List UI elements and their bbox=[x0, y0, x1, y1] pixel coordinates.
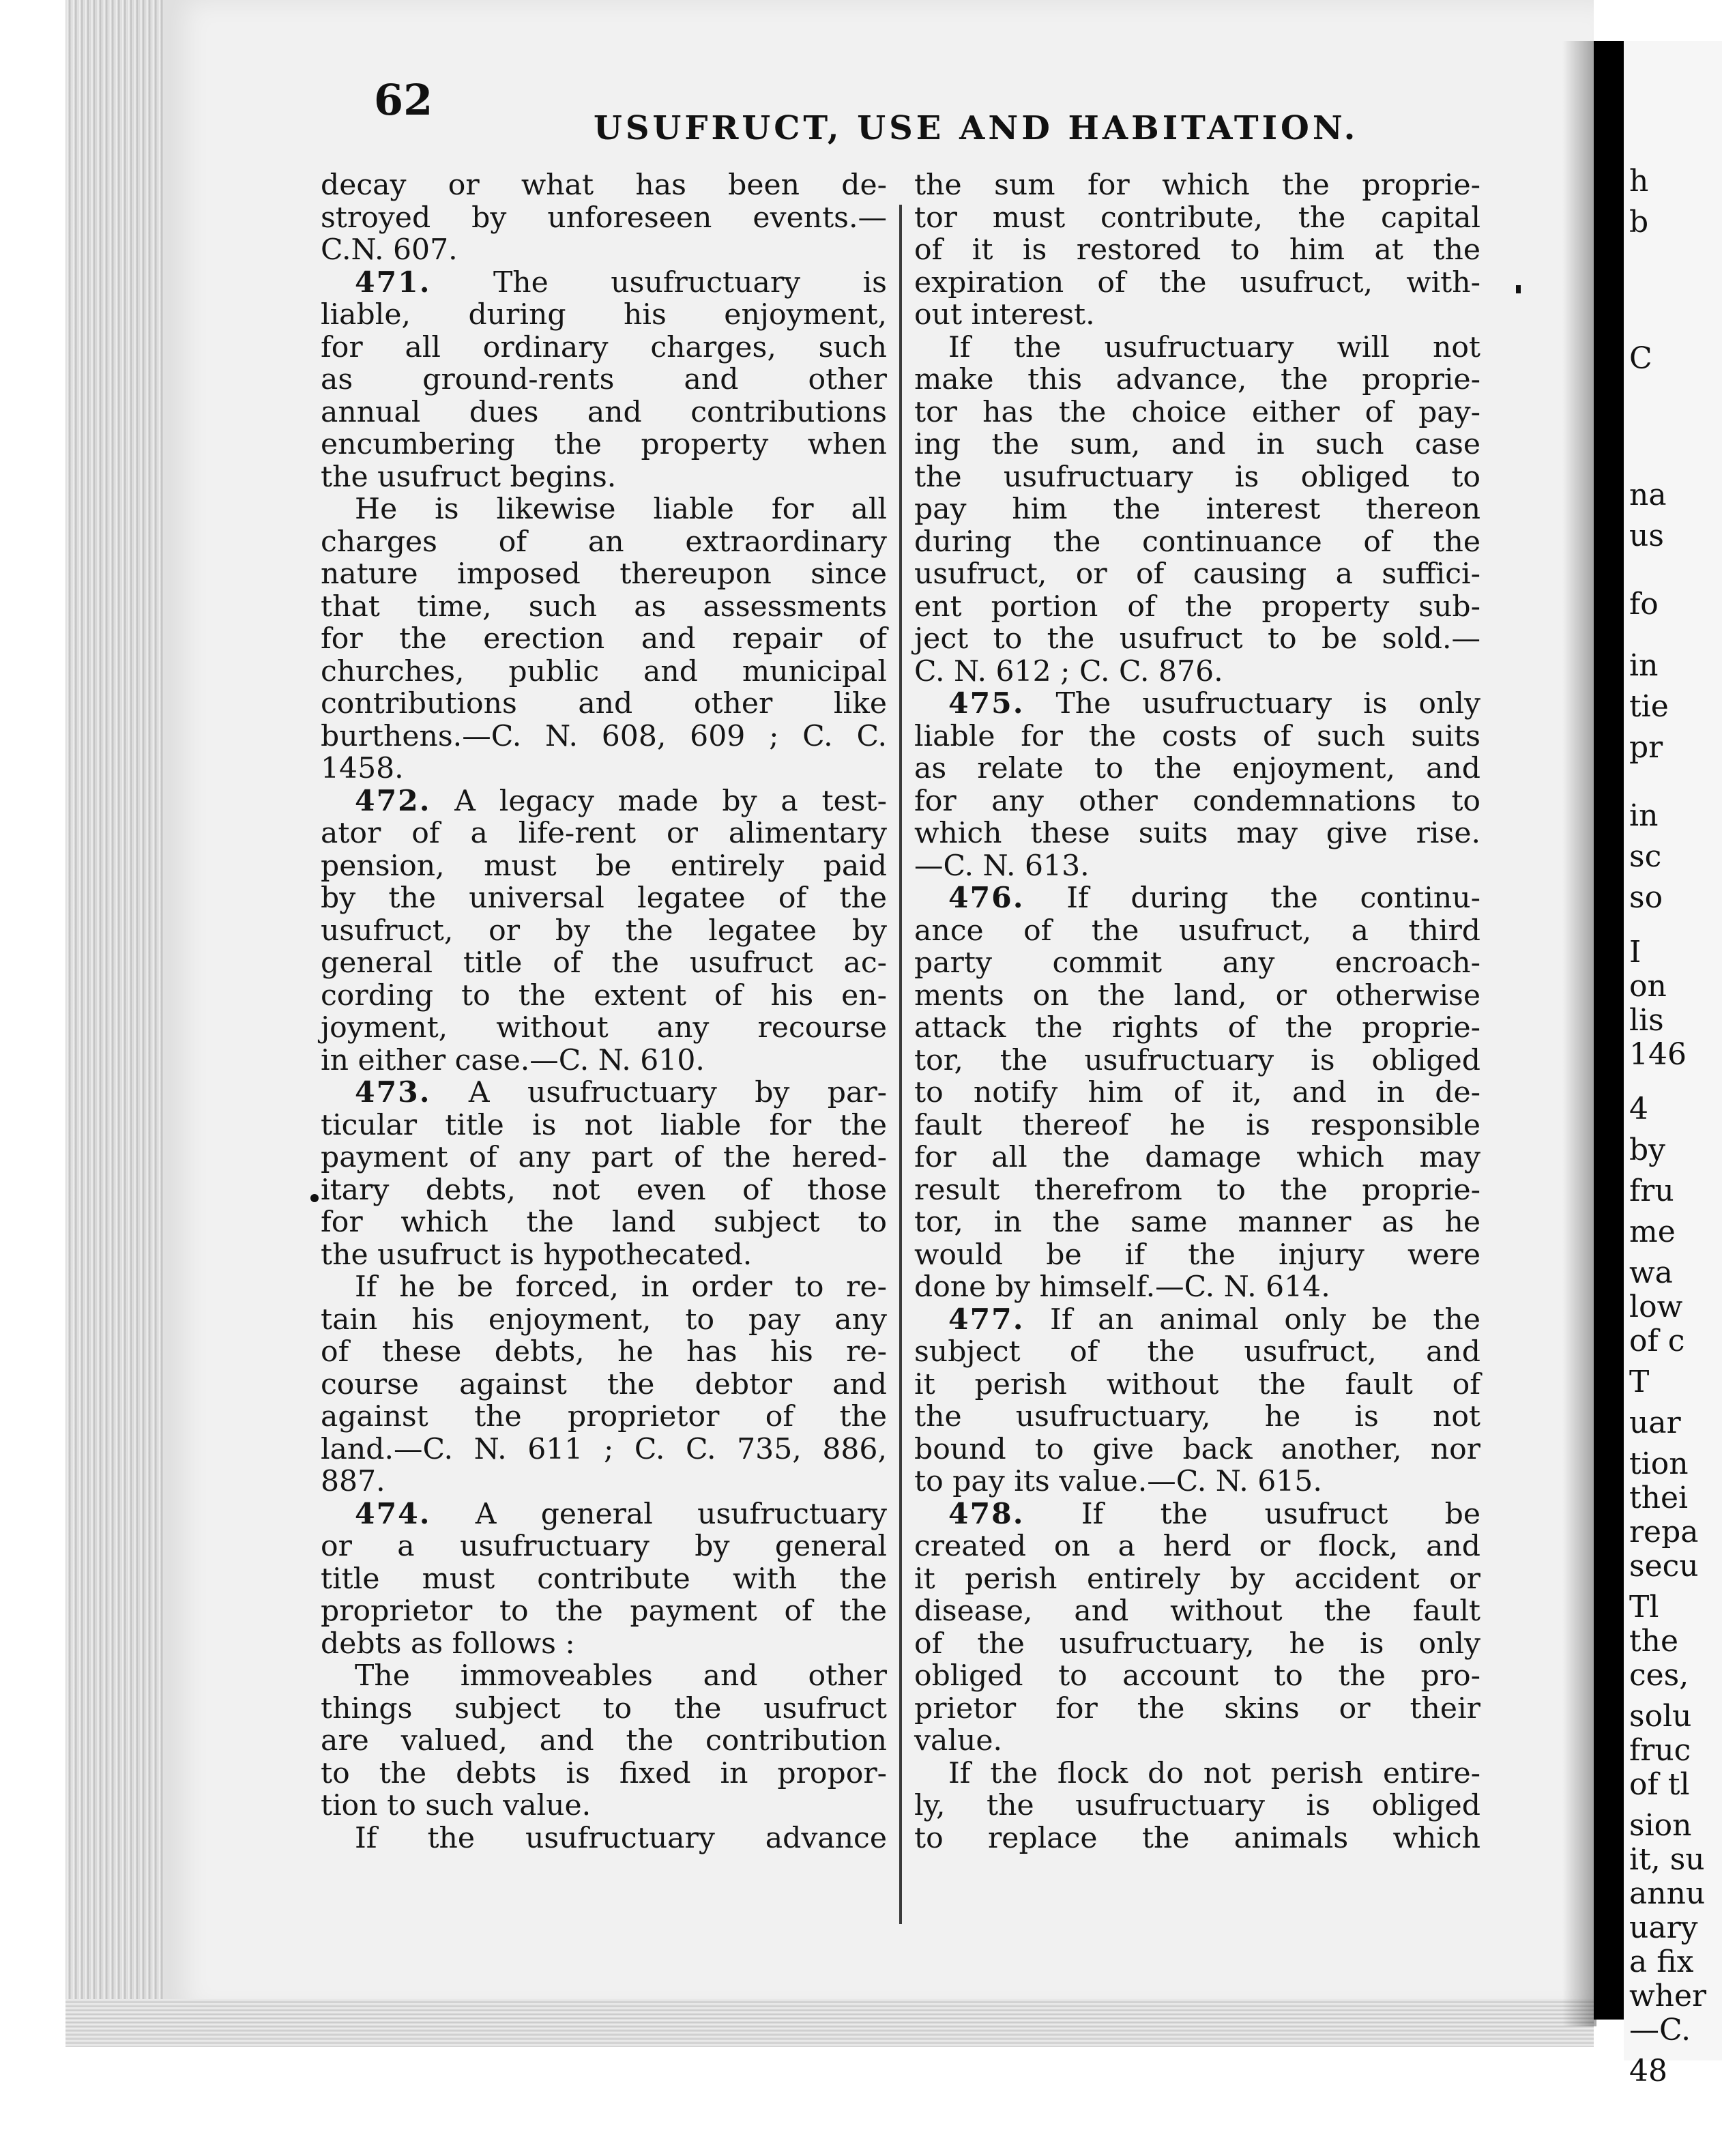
text-line bbox=[321, 656, 887, 688]
text-line bbox=[321, 1498, 887, 1531]
line-text: If the usufructuary advance bbox=[355, 1821, 887, 1855]
text-line bbox=[914, 753, 1480, 785]
running-title: USUFRUCT, USE AND HABITATION. bbox=[594, 109, 1359, 147]
text-line bbox=[321, 1206, 887, 1239]
line-text: pension, must be entirely paid bbox=[321, 849, 887, 883]
text-line bbox=[914, 396, 1480, 429]
line-text: subject of the usufruct, and bbox=[914, 1335, 1480, 1369]
text-line bbox=[321, 461, 887, 494]
line-text: of the usufructuary, he is only bbox=[914, 1627, 1480, 1661]
facing-page-text-fragment: wa bbox=[1629, 1255, 1673, 1290]
text-line bbox=[321, 202, 887, 235]
text-line bbox=[321, 526, 887, 559]
facing-page-text-fragment: 48 bbox=[1629, 2054, 1667, 2088]
line-text: stroyed by unforeseen events.— bbox=[321, 201, 887, 235]
line-text: bound to give back another, nor bbox=[914, 1432, 1480, 1466]
right-text-column bbox=[914, 169, 1480, 1854]
text-line bbox=[321, 396, 887, 429]
line-text: ator of a life-rent or alimentary bbox=[321, 817, 887, 850]
line-text: A legacy made by a test- bbox=[454, 784, 887, 818]
line-text: payment of any part of the hered- bbox=[321, 1141, 887, 1174]
facing-page-text-fragment: solu bbox=[1629, 1699, 1692, 1734]
text-line bbox=[321, 1401, 887, 1433]
article-number: 474. bbox=[355, 1496, 431, 1531]
line-text: 887. bbox=[321, 1465, 385, 1498]
line-text: things subject to the usufruct bbox=[321, 1691, 887, 1725]
line-text: fault thereof he is responsible bbox=[914, 1108, 1480, 1142]
facing-page-text-fragment: it, su bbox=[1629, 1842, 1705, 1877]
line-text: liable, during his enjoyment, bbox=[321, 298, 887, 332]
line-text: to the debts is fixed in propor- bbox=[321, 1756, 887, 1790]
facing-page-text-fragment: us bbox=[1629, 519, 1664, 553]
line-text: prietor for the skins or their bbox=[914, 1691, 1480, 1725]
line-text: If during the continu- bbox=[1066, 882, 1481, 915]
text-line bbox=[321, 1109, 887, 1142]
text-line bbox=[914, 688, 1480, 720]
text-line bbox=[914, 1271, 1480, 1304]
line-text: ject to the usufruct to be sold.— bbox=[914, 622, 1480, 656]
line-text: itary debts, not even of those bbox=[321, 1173, 887, 1207]
line-text: to replace the animals which bbox=[914, 1821, 1480, 1855]
line-text: disease, and without the fault bbox=[914, 1594, 1480, 1628]
line-text: make this advance, the proprie- bbox=[914, 363, 1480, 396]
article-number: 476. bbox=[948, 881, 1025, 915]
text-line bbox=[914, 1012, 1480, 1045]
gutter-shadow bbox=[1562, 41, 1596, 2026]
facing-page-text-fragment: by bbox=[1629, 1133, 1666, 1167]
line-text: general title of the usufruct ac- bbox=[321, 946, 887, 980]
text-line bbox=[914, 428, 1480, 461]
text-line bbox=[914, 850, 1480, 883]
article-number: 472. bbox=[355, 783, 431, 818]
facing-page-text-fragment: a fix bbox=[1629, 1944, 1694, 1979]
facing-page-text-fragment: C bbox=[1629, 341, 1652, 376]
line-text: during the continuance of the bbox=[914, 525, 1480, 559]
text-line bbox=[914, 558, 1480, 591]
text-line bbox=[321, 1790, 887, 1822]
text-line bbox=[321, 623, 887, 656]
text-line bbox=[914, 234, 1480, 267]
text-line bbox=[914, 1628, 1480, 1661]
line-text: in either case.—C. N. 610. bbox=[321, 1043, 705, 1077]
text-line bbox=[321, 1012, 887, 1045]
line-text: tor has the choice either of pay- bbox=[914, 395, 1480, 429]
facing-page-text-fragment: low bbox=[1629, 1290, 1683, 1324]
facing-page-text-fragment: sion bbox=[1629, 1808, 1692, 1843]
text-line bbox=[321, 720, 887, 753]
text-line bbox=[321, 1077, 887, 1109]
line-text: for all the damage which may bbox=[914, 1141, 1480, 1174]
facing-page-text-fragment: uar bbox=[1629, 1405, 1681, 1440]
article-number: 478. bbox=[948, 1496, 1025, 1531]
facing-page-text-fragment: 146 bbox=[1629, 1037, 1687, 1072]
text-line bbox=[914, 1563, 1480, 1596]
line-text: tor must contribute, the capital bbox=[914, 201, 1480, 235]
text-line bbox=[914, 1758, 1480, 1790]
line-text: C. N. 612 ; C. C. 876. bbox=[914, 654, 1223, 688]
text-line bbox=[321, 1369, 887, 1401]
text-line bbox=[321, 882, 887, 915]
text-line bbox=[914, 461, 1480, 494]
facing-page-text-fragment: tie bbox=[1629, 689, 1669, 724]
text-line bbox=[321, 1304, 887, 1337]
text-line bbox=[914, 980, 1480, 1013]
line-text: —C. N. 613. bbox=[914, 849, 1090, 883]
article-number: 477. bbox=[948, 1302, 1025, 1337]
line-text: would be if the injury were bbox=[914, 1238, 1480, 1272]
facing-page-text-fragment: lis bbox=[1629, 1003, 1664, 1038]
text-line bbox=[321, 1239, 887, 1272]
facing-page-text-fragment: ces, bbox=[1629, 1658, 1689, 1693]
text-line bbox=[914, 947, 1480, 980]
text-line bbox=[321, 428, 887, 461]
line-text: usufruct, or by the legatee by bbox=[321, 914, 887, 948]
line-text: If the flock do not perish entire- bbox=[948, 1756, 1480, 1790]
facing-page-text-fragment: fo bbox=[1629, 587, 1659, 622]
text-line bbox=[914, 1045, 1480, 1077]
article-number: 471. bbox=[355, 265, 431, 300]
line-text: cording to the extent of his en- bbox=[321, 978, 887, 1013]
line-text: result therefrom to the proprie- bbox=[914, 1173, 1480, 1207]
facing-page-text-fragment: sc bbox=[1629, 839, 1662, 874]
line-text: The usufructuary is bbox=[493, 265, 887, 300]
line-text: A usufructuary by par- bbox=[468, 1076, 888, 1109]
text-line bbox=[321, 1530, 887, 1563]
line-text: the usufructuary is obliged to bbox=[914, 460, 1480, 494]
line-text: are valued, and the contribution bbox=[321, 1724, 887, 1758]
facing-page-text-fragment: b bbox=[1629, 205, 1649, 239]
text-line bbox=[321, 1563, 887, 1596]
line-text: ent portion of the property sub- bbox=[914, 589, 1480, 624]
line-text: A general usufructuary bbox=[475, 1497, 887, 1531]
line-text: charges of an extraordinary bbox=[321, 525, 887, 559]
line-text: obliged to account to the pro- bbox=[914, 1659, 1480, 1693]
line-text: the usufructuary, he is not bbox=[914, 1400, 1480, 1433]
text-line bbox=[914, 1693, 1480, 1725]
line-text: of these debts, he has his re- bbox=[321, 1335, 887, 1369]
text-line bbox=[914, 882, 1480, 915]
text-line bbox=[914, 364, 1480, 396]
line-text: expiration of the usufruct, with- bbox=[914, 265, 1480, 300]
text-line bbox=[321, 364, 887, 396]
line-text: C.N. 607. bbox=[321, 233, 458, 267]
facing-page-text-fragment: in bbox=[1629, 798, 1659, 833]
line-text: If the usufructuary will not bbox=[948, 330, 1480, 364]
text-line bbox=[321, 1174, 887, 1207]
line-text: by the universal legatee of the bbox=[321, 882, 887, 915]
text-line bbox=[321, 1466, 887, 1498]
facing-page-text-fragment: repa bbox=[1629, 1515, 1699, 1549]
text-line bbox=[321, 1758, 887, 1790]
facing-page-text-fragment: fru bbox=[1629, 1174, 1674, 1208]
line-text: If he be forced, in order to re- bbox=[355, 1270, 887, 1304]
text-line bbox=[914, 1401, 1480, 1433]
line-text: as ground-rents and other bbox=[321, 363, 887, 396]
line-text: debts as follows : bbox=[321, 1627, 575, 1661]
page-number: 62 bbox=[374, 75, 433, 125]
facing-page-text-fragment: na bbox=[1629, 478, 1667, 512]
line-text: value. bbox=[914, 1724, 1002, 1758]
line-text: as relate to the enjoyment, and bbox=[914, 752, 1480, 785]
line-text: The usufructuary is only bbox=[1055, 687, 1480, 720]
facing-page-text-fragment: so bbox=[1629, 880, 1663, 915]
facing-page-text-fragment: fruc bbox=[1629, 1733, 1691, 1768]
article-number: 475. bbox=[948, 686, 1025, 720]
facing-page-text-fragment: 4 bbox=[1629, 1092, 1648, 1126]
text-line bbox=[321, 169, 887, 202]
line-text: tion to such value. bbox=[321, 1789, 592, 1822]
text-line bbox=[321, 332, 887, 364]
text-line bbox=[321, 688, 887, 720]
text-line bbox=[321, 1141, 887, 1174]
text-line bbox=[914, 1109, 1480, 1142]
text-line bbox=[321, 1660, 887, 1693]
text-line bbox=[914, 299, 1480, 332]
text-line bbox=[321, 234, 887, 267]
facing-page-text-fragment: in bbox=[1629, 648, 1659, 683]
line-text: or a usufructuary by general bbox=[321, 1530, 887, 1563]
line-text: out interest. bbox=[914, 298, 1095, 332]
line-text: created on a herd or flock, and bbox=[914, 1530, 1480, 1563]
line-text: tain his enjoyment, to pay any bbox=[321, 1302, 887, 1337]
margin-mark bbox=[310, 1194, 319, 1202]
line-text: If an animal only be the bbox=[1050, 1302, 1480, 1337]
line-text: ticular title is not liable for the bbox=[321, 1108, 887, 1142]
text-line bbox=[321, 915, 887, 948]
line-text: churches, public and municipal bbox=[321, 654, 887, 688]
line-text: usufruct, or of causing a suffici- bbox=[914, 557, 1480, 591]
line-text: to notify him of it, and in de- bbox=[914, 1076, 1480, 1109]
text-line bbox=[914, 1498, 1480, 1531]
line-text: contributions and other like bbox=[321, 687, 887, 720]
line-text: for the erection and repair of bbox=[321, 622, 887, 656]
line-text: liable for the costs of such suits bbox=[914, 719, 1480, 753]
text-line bbox=[914, 202, 1480, 235]
line-text: ance of the usufruct, a third bbox=[914, 914, 1480, 948]
facing-page-text-fragment: the bbox=[1629, 1624, 1679, 1659]
text-line bbox=[914, 493, 1480, 526]
facing-page-text-fragment: on bbox=[1629, 969, 1667, 1004]
facing-page-text-fragment: wher bbox=[1629, 1979, 1707, 2013]
text-line bbox=[321, 1045, 887, 1077]
text-line bbox=[321, 785, 887, 818]
text-line bbox=[914, 591, 1480, 624]
line-text: burthens.—C. N. 608, 609 ; C. C. bbox=[321, 719, 887, 753]
line-text: of it is restored to him at the bbox=[914, 233, 1480, 267]
text-line bbox=[914, 1304, 1480, 1337]
text-line bbox=[914, 267, 1480, 300]
line-text: 1458. bbox=[321, 752, 404, 785]
text-line bbox=[914, 785, 1480, 818]
line-text: the sum for which the proprie- bbox=[914, 169, 1480, 202]
text-line bbox=[321, 947, 887, 980]
facing-page-text-fragment: thei bbox=[1629, 1481, 1689, 1515]
line-text: pay him the interest thereon bbox=[914, 493, 1480, 526]
facing-page-text-fragment: annu bbox=[1629, 1876, 1706, 1911]
text-line bbox=[321, 1693, 887, 1725]
line-text: course against the debtor and bbox=[321, 1367, 887, 1401]
line-text: ments on the land, or otherwise bbox=[914, 978, 1480, 1013]
facing-page-text-fragment: Tl bbox=[1629, 1590, 1659, 1625]
text-line bbox=[321, 817, 887, 850]
line-text: to pay its value.—C. N. 615. bbox=[914, 1465, 1322, 1498]
facing-page-text-fragment: of c bbox=[1629, 1324, 1685, 1358]
text-line bbox=[321, 493, 887, 526]
line-text: party commit any encroach- bbox=[914, 946, 1480, 980]
facing-page-text-fragment: tion bbox=[1629, 1446, 1689, 1481]
text-line bbox=[914, 169, 1480, 202]
text-line bbox=[321, 850, 887, 883]
line-text: for which the land subject to bbox=[321, 1206, 887, 1239]
line-text: land.—C. N. 611 ; C. C. 735, 886, bbox=[321, 1432, 887, 1466]
line-text: ly, the usufructuary is obliged bbox=[914, 1789, 1480, 1822]
text-line bbox=[321, 1336, 887, 1369]
gutter-black-strip bbox=[1594, 41, 1624, 2020]
text-line bbox=[321, 299, 887, 332]
line-text: encumbering the property when bbox=[321, 428, 887, 461]
text-line bbox=[914, 1077, 1480, 1109]
text-line bbox=[914, 720, 1480, 753]
text-line bbox=[914, 915, 1480, 948]
facing-page-fragment bbox=[1624, 41, 1722, 2088]
text-line bbox=[914, 1466, 1480, 1498]
text-line bbox=[321, 1595, 887, 1628]
text-line bbox=[914, 1206, 1480, 1239]
text-line bbox=[321, 558, 887, 591]
line-text: that time, such as assessments bbox=[321, 589, 887, 624]
text-line bbox=[914, 623, 1480, 656]
text-line bbox=[321, 753, 887, 785]
book-bottom-edges bbox=[65, 1999, 1594, 2047]
text-line bbox=[914, 1725, 1480, 1758]
facing-page-text-fragment: T bbox=[1629, 1365, 1650, 1399]
line-text: the usufruct is hypothecated. bbox=[321, 1238, 753, 1272]
line-text: He is likewise liable for all bbox=[355, 493, 887, 526]
line-text: for all ordinary charges, such bbox=[321, 330, 887, 364]
line-text: ing the sum, and in such case bbox=[914, 428, 1480, 461]
text-line bbox=[914, 1336, 1480, 1369]
margin-tick bbox=[1516, 285, 1521, 293]
text-line bbox=[914, 1822, 1480, 1855]
text-line bbox=[321, 1433, 887, 1466]
text-line bbox=[914, 656, 1480, 688]
facing-page-text-fragment: of tl bbox=[1629, 1767, 1690, 1802]
text-line bbox=[914, 1141, 1480, 1174]
line-text: tor, in the same manner as he bbox=[914, 1206, 1480, 1239]
line-text: tor, the usufructuary is obliged bbox=[914, 1043, 1480, 1077]
line-text: joyment, without any recourse bbox=[321, 1011, 887, 1045]
article-number: 473. bbox=[355, 1075, 431, 1109]
line-text: the usufruct begins. bbox=[321, 460, 617, 494]
text-line bbox=[914, 1530, 1480, 1563]
line-text: attack the rights of the proprie- bbox=[914, 1011, 1480, 1045]
line-text: for any other condemnations to bbox=[914, 784, 1480, 818]
line-text: it perish without the fault of bbox=[914, 1367, 1480, 1401]
facing-page-text-fragment: h bbox=[1629, 164, 1649, 199]
line-text: against the proprietor of the bbox=[321, 1400, 887, 1433]
text-line bbox=[914, 1369, 1480, 1401]
line-text: it perish entirely by accident or bbox=[914, 1562, 1480, 1596]
line-text: which these suits may give rise. bbox=[914, 817, 1480, 850]
text-line bbox=[914, 332, 1480, 364]
facing-page-text-fragment: secu bbox=[1629, 1549, 1699, 1584]
text-line bbox=[914, 1660, 1480, 1693]
line-text: decay or what has been de- bbox=[321, 169, 887, 202]
facing-page-text-fragment: me bbox=[1629, 1214, 1676, 1249]
left-text-column bbox=[321, 169, 887, 1854]
text-line bbox=[914, 1595, 1480, 1628]
text-line bbox=[914, 817, 1480, 850]
line-text: The immoveables and other bbox=[355, 1659, 887, 1693]
line-text: done by himself.—C. N. 614. bbox=[914, 1270, 1330, 1304]
facing-page-text-fragment: —C. bbox=[1629, 2013, 1691, 2048]
line-text: proprietor to the payment of the bbox=[321, 1594, 887, 1628]
text-line bbox=[914, 1174, 1480, 1207]
facing-page-text-fragment: I bbox=[1629, 935, 1641, 970]
text-line bbox=[914, 1790, 1480, 1822]
column-divider bbox=[899, 205, 902, 1924]
line-text: If the usufruct be bbox=[1081, 1497, 1481, 1531]
facing-page-text-fragment: pr bbox=[1629, 730, 1663, 765]
text-line bbox=[321, 267, 887, 300]
text-line bbox=[914, 1239, 1480, 1272]
text-line bbox=[321, 1725, 887, 1758]
line-text: title must contribute with the bbox=[321, 1562, 887, 1596]
text-line bbox=[914, 1433, 1480, 1466]
line-text: annual dues and contributions bbox=[321, 395, 887, 429]
text-line bbox=[321, 1271, 887, 1304]
text-line bbox=[321, 980, 887, 1013]
facing-page-text-fragment: uary bbox=[1629, 1910, 1698, 1945]
text-line bbox=[321, 1628, 887, 1661]
line-text: nature imposed thereupon since bbox=[321, 557, 887, 591]
text-line bbox=[321, 1822, 887, 1855]
text-line bbox=[914, 526, 1480, 559]
text-line bbox=[321, 591, 887, 624]
